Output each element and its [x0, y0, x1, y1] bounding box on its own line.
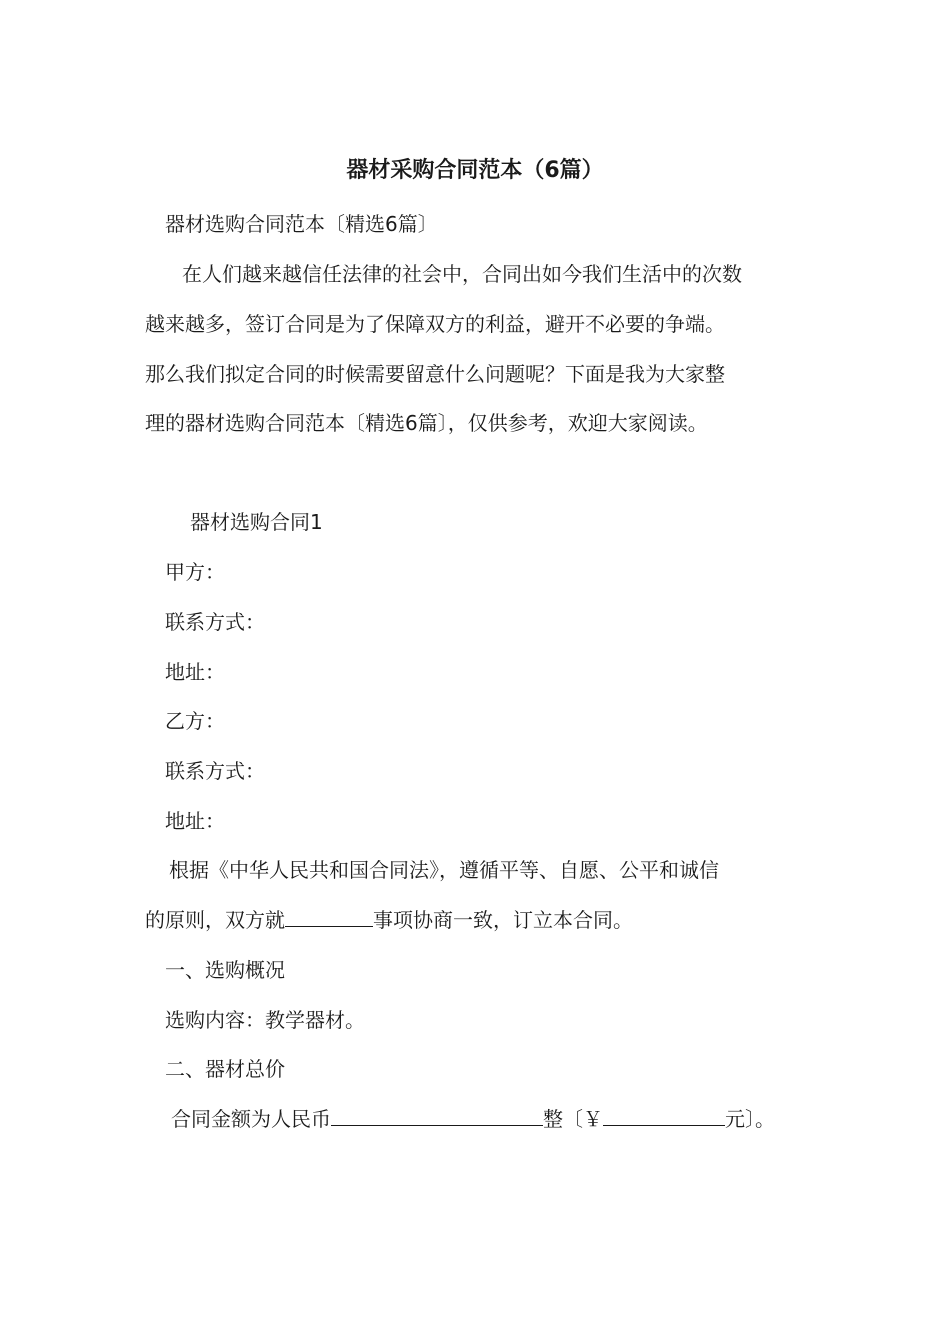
party-b-label: 乙方： [165, 709, 225, 733]
contract-heading: 器材选购合同1 [190, 510, 323, 534]
intro-line-1: 在人们越来越信任法律的社会中，合同出如今我们生活中的次数 [182, 262, 742, 286]
party-b-contact-label: 联系方式： [165, 759, 265, 783]
amount-line-start: 合同金额为人民币 [171, 1107, 331, 1131]
document-title: 器材采购合同范本（6篇） [346, 158, 604, 183]
amount-line [171, 1106, 775, 1132]
basis-line-2 [145, 907, 633, 933]
amount-line-middle: 整〔￥ [543, 1107, 603, 1131]
amount-words-blank [331, 1107, 543, 1126]
section-1-heading: 一、选购概况 [165, 958, 285, 982]
intro-line-3: 那么我们拟定合同的时候需要留意什么问题呢？下面是我为大家整 [145, 362, 725, 386]
matter-blank [285, 908, 373, 927]
party-a-address-label: 地址： [165, 660, 225, 684]
amount-line-end: 元〕。 [725, 1107, 775, 1131]
basis-line-2-start: 的原则，双方就 [145, 908, 285, 932]
basis-line-1: 根据《中华人民共和国合同法》，遵循平等、自愿、公平和诚信 [169, 858, 719, 882]
party-a-label: 甲方： [165, 560, 225, 584]
party-b-address-label: 地址： [165, 809, 225, 833]
intro-line-4: 理的器材选购合同范本〔精选6篇〕，仅供参考，欢迎大家阅读。 [145, 411, 708, 435]
section-1-content: 选购内容：教学器材。 [165, 1008, 365, 1032]
document-subtitle: 器材选购合同范本〔精选6篇〕 [165, 212, 438, 236]
party-a-contact-label: 联系方式： [165, 610, 265, 634]
intro-line-2: 越来越多，签订合同是为了保障双方的利益，避开不必要的争端。 [145, 312, 725, 336]
basis-line-2-end: 事项协商一致，订立本合同。 [373, 908, 633, 932]
amount-number-blank [603, 1107, 725, 1126]
section-2-heading: 二、器材总价 [165, 1057, 285, 1081]
